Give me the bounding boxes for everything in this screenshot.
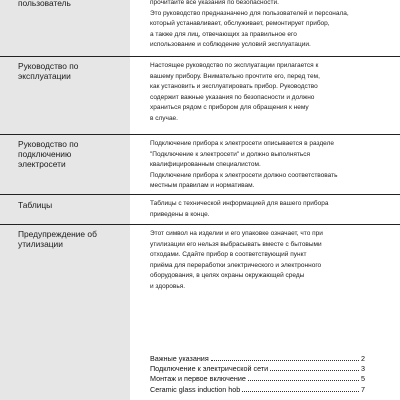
toc-entry-title: Важные указания: [150, 354, 209, 363]
body-line: а также для лиц, отвечающих за правильное его: [150, 30, 297, 38]
body-line: "Подключение к электросети" и должно выполняться: [150, 150, 311, 158]
toc-entry-title: Ceramic glass induction hob: [150, 384, 241, 394]
body-line: утилизации его нельзя выбрасывать вместе с бытовыми: [150, 240, 322, 248]
section-label: [18, 229, 128, 249]
toc-entry-page: 7: [361, 384, 365, 394]
body-line: Это руководство предназначено для пользователей и персонала,: [150, 9, 349, 17]
toc-entry-page: 3: [361, 364, 365, 374]
body-line: приведены в конце.: [150, 210, 210, 218]
section-divider: [0, 194, 400, 195]
body-line: как установить и эксплуатировать прибор. Руководство: [150, 83, 318, 91]
section-label-line: утилизации: [18, 239, 63, 249]
body-line: отходами. Сдайте прибор в соответствующий пункт: [150, 251, 307, 259]
toc-entry-title: Подключение к электрической сети: [150, 364, 269, 374]
section-label: [18, 0, 128, 8]
section-label-line: Предупреждение об: [18, 229, 97, 239]
toc-entry-title: Монтаж и первое включение: [150, 374, 246, 384]
body-line: квалифицированным специалистом.: [150, 161, 261, 169]
section-row-users: [0, 0, 400, 58]
section-label-line: пользователь: [18, 0, 71, 8]
section-divider: [0, 224, 400, 225]
section-label-line: Таблицы: [18, 200, 53, 210]
body-line: использование и соблюдение условий эксплуатации.: [150, 41, 311, 49]
body-line: вашему прибору. Внимательно прочтите его, перед тем,: [150, 72, 320, 80]
body-line: содержит важные указания по безопасности и должно: [150, 93, 315, 101]
section-label: [18, 61, 128, 81]
toc-leader-dots: [270, 369, 359, 371]
section-label-line: подключению: [18, 149, 72, 159]
body-line: местным правилам и нормативам.: [150, 182, 255, 190]
section-label-line: электросети: [18, 159, 66, 169]
section-label: [18, 139, 128, 169]
toc-entry-page: 2: [361, 354, 365, 363]
section-label-line: эксплуатации: [18, 71, 71, 81]
section-body: [150, 61, 380, 125]
table-of-contents: [150, 354, 365, 395]
section-divider: [0, 56, 400, 57]
body-line: прочитайте все указания по безопасности.: [150, 0, 279, 6]
section-body: [150, 199, 380, 220]
body-line: Подключение прибора к электросети должно соответствовать: [150, 171, 338, 179]
body-line: Таблицы с технической информацией для вашего прибора: [150, 200, 329, 207]
section-body: [150, 139, 380, 192]
toc-entry[interactable]: [150, 364, 365, 374]
section-divider: [0, 134, 400, 135]
body-line: оборудования, в целях охраны окружающей среды: [150, 272, 305, 280]
section-label-line: Руководство по: [18, 139, 79, 149]
section-row-tables: [0, 198, 400, 222]
body-line: и здоровья.: [150, 282, 186, 290]
section-row-electric: [0, 138, 400, 194]
toc-entry[interactable]: [150, 354, 365, 364]
toc-leader-dots: [211, 359, 359, 361]
body-line: Этот символ на изделии и его упаковке означает, что при: [150, 230, 323, 237]
body-line: храниться рядом с прибором для обращения к нему: [150, 104, 309, 112]
section-row-operation: [0, 60, 400, 132]
toc-leader-dots: [248, 379, 359, 381]
toc-entry-page: 5: [361, 374, 365, 384]
section-body: [150, 229, 380, 293]
body-line: который устанавливает, обслуживает, ремонтирует прибор,: [150, 20, 330, 28]
body-line: Подключение прибора к электросети описывается в разделе: [150, 140, 334, 147]
body-line: Настоящее руководство по эксплуатации прилагается к: [150, 62, 319, 69]
section-row-disposal: [0, 228, 400, 298]
section-label-line: Руководство по: [18, 61, 79, 71]
toc-leader-dots: [242, 390, 359, 392]
body-line: приёма для переработки электрического и электронного: [150, 261, 322, 269]
section-label: [18, 200, 128, 210]
body-line: в случае.: [150, 114, 178, 122]
toc-entry[interactable]: [150, 385, 365, 395]
section-body: [150, 0, 380, 51]
toc-entry[interactable]: [150, 374, 365, 384]
